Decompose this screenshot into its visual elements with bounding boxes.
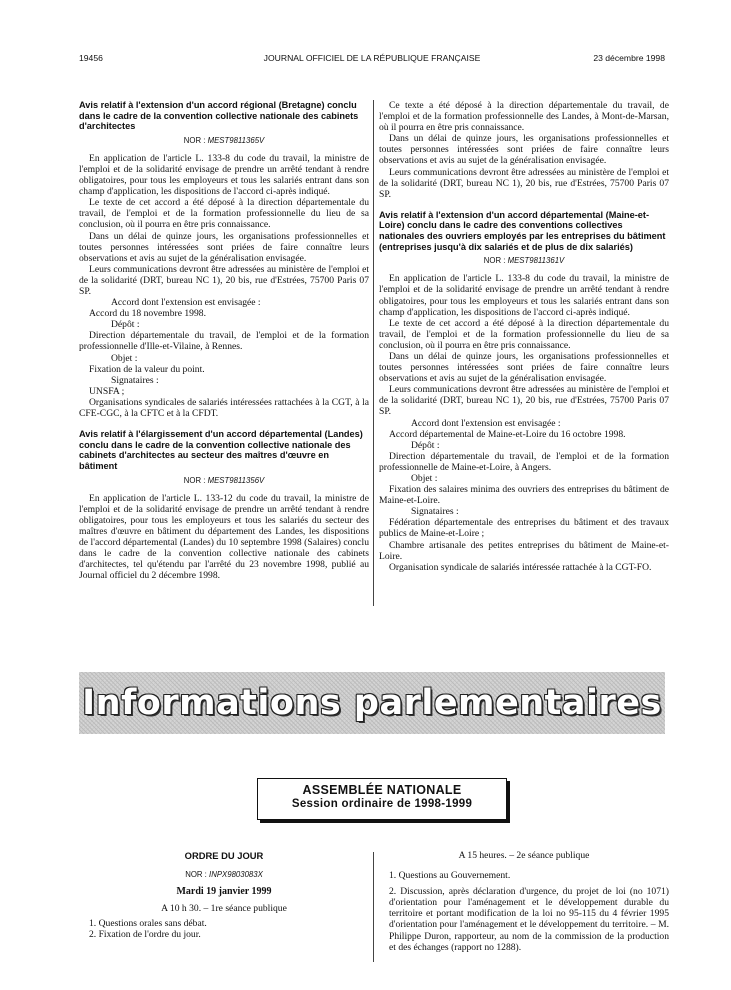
nor-reference — [79, 135, 369, 146]
notice-title: Avis relatif à l'extension d'un accord départemental (Maine-et-Loire) conclu dans le cadre des conventions collectives nationales des ouvriers employés par les entreprises du bâtiment (entreprises jusqu'à dix salariés et de plus de dix salariés) — [379, 209, 666, 252]
notice-landes — [79, 429, 369, 581]
nor-code: MEST9811361V — [507, 256, 565, 266]
label-signataires: Signataires : — [111, 374, 159, 386]
value-accord: Accord du 18 novembre 1998. — [89, 308, 206, 320]
issue-date: 23 décembre 1998 — [593, 53, 665, 63]
nor-label: NOR : — [183, 135, 206, 145]
agenda-day: Mardi 19 janvier 1999 — [176, 886, 272, 898]
session-name: Session ordinaire de 1998-1999 — [291, 798, 473, 811]
notice-maine-et-loire — [379, 210, 669, 573]
paragraph: En application de l'article L. 133-12 du code du travail, la ministre de l'emploi et de la solidarité envisage de prendre un arrêté tendant à rendre obligatoires, pour tous les employeurs et tous les salariés du secteur des maîtres d'œuvre en bâtiment du département des Landes, les dispositions de l'accord départemental (Landes) du 10 septembre 1998 (Salaires) conclu dans le cadre de la convention collective nationale des cabinets d'architectes, tel qu'étendu par l'arrêté du 23 novembre 1998, publié au Journal officiel du 2 décembre 1998. — [79, 492, 369, 582]
label-accord: Accord dont l'extension est envisagée : — [411, 417, 561, 429]
journal-title: JOURNAL OFFICIEL DE LA RÉPUBLIQUE FRANÇAISE — [263, 53, 481, 63]
value-depot: Direction départementale du travail, de l'emploi et de la formation professionnelle de Maine-et-Loire, à Angers. — [379, 450, 669, 473]
nor-reference — [79, 475, 369, 486]
nor-label: NOR : — [185, 870, 207, 880]
value-signataire: Fédération départementale des entreprises du bâtiment et des travaux publics de Maine-et-Loire ; — [379, 517, 669, 540]
paragraph: Leurs communications devront être adressées au ministère de l'emploi et de la solidarité (DRT, bureau NC 1), 20 bis, rue d'Estrées, 75700 Paris 07 SP. — [379, 166, 669, 200]
notice-bretagne — [79, 100, 369, 419]
value-signataire: UNSFA ; — [89, 385, 125, 397]
nor-code: MEST9811356V — [207, 475, 265, 485]
label-depot: Dépôt : — [411, 439, 440, 451]
column-divider — [373, 852, 374, 962]
label-signataires: Signataires : — [411, 506, 459, 518]
paragraph: Le texte de cet accord a été déposé à la direction départementale du travail, de l'emploi et de la formation professionnelle du lieu de sa conclusion, où il pourra en être pris connaissance. — [79, 197, 369, 231]
agenda-item: 2. Fixation de l'ordre du jour. — [89, 929, 201, 941]
right-column — [379, 100, 669, 573]
assembly-name: ASSEMBLÉE NATIONALE — [302, 783, 462, 797]
nor-reference — [79, 869, 369, 880]
paragraph: Le texte de cet accord a été déposé à la direction départementale du travail, de l'emploi et de la formation professionnelle du lieu de sa conclusion, où il pourra en être pris connaissance. — [379, 317, 669, 351]
paragraph: En application de l'article L. 133-8 du code du travail, la ministre de l'emploi et de la solidarité envisage de prendre un arrêté tendant à rendre obligatoires, pour tous les employeurs et tous les salariés entrant dans son champ d'application, les dispositions de l'accord ci-après indiqué. — [79, 152, 369, 198]
agenda-item: 1. Questions orales sans débat. — [89, 918, 207, 930]
value-depot: Direction départementale du travail, de l'emploi et de la formation professionnelle d'Ille-et-Vilaine, à Rennes. — [79, 330, 369, 353]
value-objet: Fixation des salaires minima des ouvriers des entreprises du bâtiment de Maine-et-Loire. — [379, 484, 669, 507]
session-heading: A 10 h 30. – 1re séance publique — [161, 903, 287, 915]
paragraph: Ce texte a été déposé à la direction départementale du travail, de l'emploi et de la formation professionnelle des Landes, à Mont-de-Marsan, où il pourra en être pris connaissance. — [379, 100, 669, 134]
left-column — [79, 100, 369, 581]
notice-landes-continued — [379, 100, 669, 200]
value-signataire: Chambre artisanale des petites entreprises du bâtiment de Maine-et-Loire. — [379, 539, 669, 562]
agenda-item: 2. Discussion, après déclaration d'urgence, du projet de loi (no 1071) d'orientation pour l'aménagement et le développement durable du territoire et portant modification de la loi no 95-115 du 4 février 1995 d'orientation pour l'aménagement et le développement du territoire. – M. Philippe Duron, rapporteur, au nom de la commission de la production et des échanges (rapport no 1288). — [389, 886, 669, 953]
label-depot: Dépôt : — [111, 319, 140, 331]
column-divider — [373, 100, 374, 606]
value-accord: Accord départemental de Maine-et-Loire du 16 octobre 1998. — [389, 428, 626, 440]
paragraph: Leurs communications devront être adressées au ministère de l'emploi et de la solidarité (DRT, bureau NC 1), 20 bis, rue d'Estrées, 75700 Paris 07 SP. — [379, 384, 669, 418]
value-objet: Fixation de la valeur du point. — [89, 363, 205, 375]
paragraph: Dans un délai de quinze jours, les organisations professionnelles et toutes personnes intéressées sont priées de faire connaître leurs observations et avis au sujet de la généralisation envisagée. — [379, 350, 669, 385]
paragraph: En application de l'article L. 133-8 du code du travail, la ministre de l'emploi et de la solidarité envisage de prendre un arrêté tendant à rendre obligatoires, pour tous les employeurs et tous les salariés entrant dans son champ d'application, les dispositions de l'accord ci-après indiqué. — [379, 273, 669, 318]
label-objet: Objet : — [111, 352, 138, 364]
agenda-item: 1. Questions au Gouvernement. — [389, 870, 511, 882]
nor-label: NOR : — [183, 475, 206, 485]
notice-title: Avis relatif à l'extension d'un accord régional (Bretagne) conclu dans le cadre de la convention collective nationale des cabinets d'architectes — [79, 100, 359, 132]
nor-code: MEST9811365V — [207, 135, 265, 145]
section-banner — [79, 672, 665, 734]
nor-reference — [379, 255, 669, 266]
banner-title: Informations parlementaires — [82, 683, 662, 723]
agenda-heading: ORDRE DU JOUR — [184, 850, 264, 861]
label-accord: Accord dont l'extension est envisagée : — [111, 297, 261, 309]
value-signataire: Organisation syndicale de salariés intéressée rattachée à la CGT-FO. — [389, 561, 652, 573]
agenda-left-column — [79, 850, 369, 941]
paragraph: Dans un délai de quinze jours, les organisations professionnelles et toutes personnes intéressées sont priées de faire connaître leurs observations et avis au sujet de la généralisation envisagée. — [379, 133, 669, 167]
page-number: 19456 — [79, 53, 103, 63]
session-heading: A 15 heures. – 2e séance publique — [458, 850, 590, 861]
assembly-title-box — [257, 778, 507, 820]
notice-title: Avis relatif à l'élargissement d'un accord départemental (Landes) conclu dans le cadre de la convention collective nationale des cabinets d'architectes au secteur des maîtres d'œuvre en bâtiment — [79, 429, 363, 471]
value-signataire: Organisations syndicales de salariés intéressées rattachées à la CGT, à la CFE-CGC, à la CFTC et à la CFDT. — [79, 396, 369, 420]
agenda-right-column — [379, 850, 669, 953]
nor-code: INPX9803083X — [209, 870, 263, 880]
nor-label: NOR : — [483, 256, 506, 266]
page-header — [79, 53, 665, 67]
paragraph: Dans un délai de quinze jours, les organisations professionnelles et toutes personnes intéressées sont priées de faire connaître leurs observations et avis au sujet de la généralisation envisagée. — [79, 230, 369, 264]
label-objet: Objet : — [411, 473, 438, 484]
paragraph: Leurs communications devront être adressées au ministère de l'emploi et de la solidarité (DRT, bureau NC 1), 20 bis, rue d'Estrées, 75700 Paris 07 SP. — [79, 263, 369, 297]
